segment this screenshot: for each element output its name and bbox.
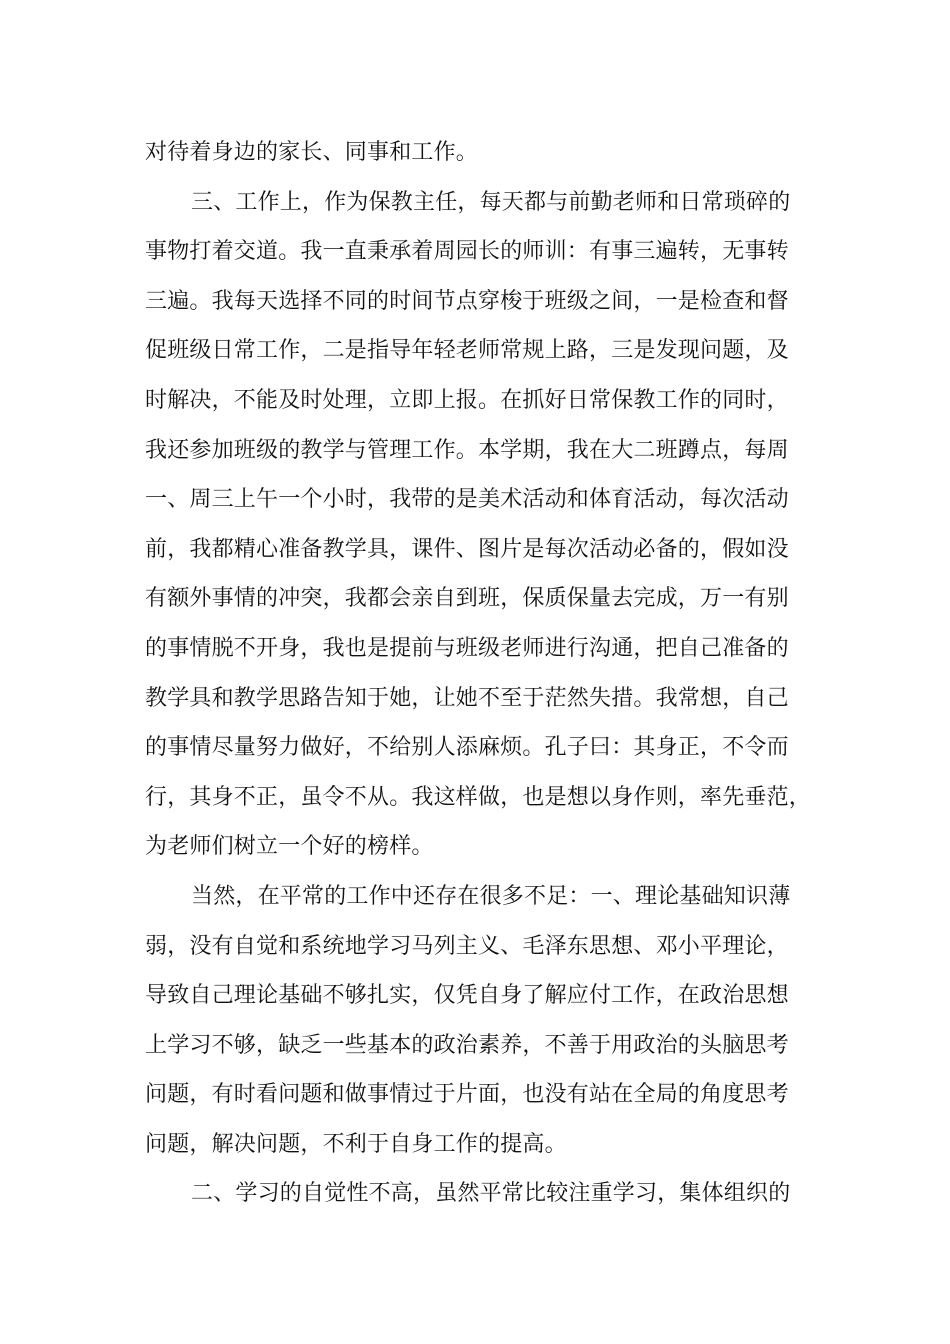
text-line: 上学习不够，缺乏一些基本的政治素养，不善于用政治的头脑思考 (145, 1032, 789, 1058)
document-body (145, 128, 810, 1219)
text-line: 事物打着交道。我一直秉承着周园长的师训：有事三遍转，无事转 (145, 239, 789, 265)
text-line: 三、工作上，作为保教主任，每天都与前勤老师和日常琐碎的 (191, 189, 791, 215)
text-line: 促班级日常工作，二是指导年轻老师常规上路，三是发现问题，及 (145, 338, 789, 364)
text-line: 有额外事情的冲突，我都会亲自到班，保质保量去完成，万一有别 (145, 586, 789, 612)
text-line: 对待着身边的家长、同事和工作。 (145, 140, 479, 165)
text-line: 时解决，不能及时处理，立即上报。在抓好日常保教工作的同时， (145, 387, 789, 413)
text-line: 的事情脱不开身，我也是提前与班级老师进行沟通，把自己准备的 (145, 635, 789, 661)
text-line: 问题，解决问题，不利于自身工作的提高。 (145, 1131, 567, 1157)
text-line: 为老师们树立一个好的榜样。 (145, 834, 434, 860)
text-line: 当然，在平常的工作中还存在很多不足：一、理论基础知识薄 (191, 883, 791, 909)
text-line: 导致自己理论基础不够扎实，仅凭自身了解应付工作，在政治思想 (145, 983, 789, 1009)
text-line: 二、学习的自觉性不高，虽然平常比较注重学习，集体组织的 (191, 1181, 791, 1207)
text-line: 教学具和教学思路告知于她，让她不至于茫然失措。我常想，自己 (145, 685, 789, 711)
text-line: 前，我都精心准备教学具，课件、图片是每次活动必备的，假如没 (145, 536, 789, 562)
text-line: 的事情尽量努力做好，不给别人添麻烦。孔子曰：其身正，不令而 (145, 735, 789, 761)
text-line: 我还参加班级的教学与管理工作。本学期，我在大二班蹲点，每周 (145, 437, 789, 463)
text-line: 一、周三上午一个小时，我带的是美术活动和体育活动，每次活动 (145, 487, 789, 513)
text-line: 行，其身不正，虽令不从。我这样做，也是想以身作则，率先垂范， (145, 784, 812, 810)
text-line: 弱，没有自觉和系统地学习马列主义、毛泽东思想、邓小平理论， (145, 933, 789, 959)
text-line: 三遍。我每天选择不同的时间节点穿梭于班级之间，一是检查和督 (145, 288, 789, 314)
text-line: 问题，有时看问题和做事情过于片面，也没有站在全局的角度思考 (145, 1082, 789, 1108)
